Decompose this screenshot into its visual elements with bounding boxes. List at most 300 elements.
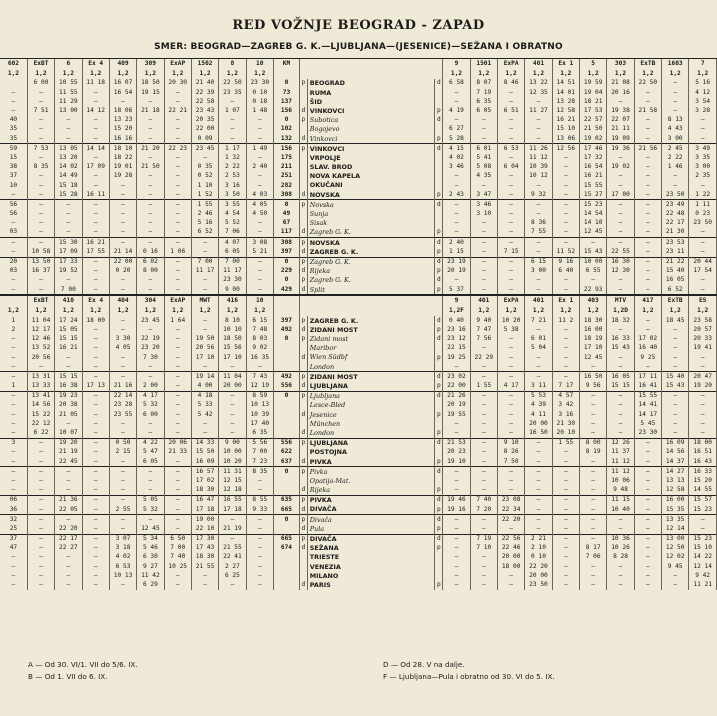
return-time: — — [689, 401, 717, 410]
return-time: — — [525, 477, 552, 486]
return-time: 15 43 — [580, 247, 607, 257]
direction-mark: d — [299, 107, 307, 116]
return-time: — — [497, 571, 524, 580]
return-time: 22 46 — [497, 544, 524, 553]
return-time: — — [634, 247, 661, 257]
return-time: — — [552, 228, 579, 238]
return-time: 17 32 — [580, 154, 607, 163]
return-time: — — [580, 419, 607, 428]
return-time: 9 42 — [689, 571, 717, 580]
return-time: — — [552, 190, 579, 200]
return-time: 22 55 — [607, 247, 634, 257]
departure-time: 22 17 — [55, 534, 82, 544]
return-time: — — [470, 553, 497, 562]
departure-time: 9 00 — [219, 285, 246, 295]
departure-time: — — [82, 88, 109, 97]
direction-mark — [299, 88, 307, 97]
train-class: 1,2 — [82, 306, 109, 316]
return-time: — — [497, 410, 524, 419]
return-time: 4 17 — [497, 382, 524, 392]
direction-mark: d — [435, 116, 443, 125]
departure-time: — — [27, 524, 54, 534]
return-time: — — [662, 362, 689, 372]
departure-time: — — [82, 457, 109, 467]
train-number: 416 — [219, 295, 246, 306]
return-time: — — [552, 524, 579, 534]
return-time: 11 21 — [689, 581, 717, 590]
return-time: — — [634, 88, 661, 97]
timetable-row — [0, 200, 717, 210]
return-time: 10 12 — [525, 172, 552, 181]
departure-time: — — [137, 285, 164, 295]
return-time: 18 32 — [607, 316, 634, 325]
km-value: 0 — [273, 79, 299, 88]
direction-mark — [299, 344, 307, 353]
km-value: 156 — [273, 107, 299, 116]
return-time: 12 50 — [662, 544, 689, 553]
departure-time: 17 18 — [219, 505, 246, 515]
departure-time: — — [164, 382, 191, 392]
train-number-row — [0, 59, 717, 69]
return-time: 1 46 — [662, 163, 689, 172]
departure-time: 8 35 — [27, 163, 54, 172]
return-time: 3 47 — [470, 190, 497, 200]
departure-time: 9 33 — [246, 505, 273, 515]
departure-time: 10 00 — [219, 448, 246, 457]
departure-time: 15 28 — [55, 190, 82, 200]
return-time: 11 27 — [525, 107, 552, 116]
departure-time: 38 — [0, 163, 27, 172]
return-time: — — [443, 181, 470, 190]
direction-mark: d — [299, 410, 307, 419]
return-time: — — [497, 581, 524, 590]
return-time: — — [470, 571, 497, 580]
return-time: — — [634, 581, 661, 590]
departure-time: — — [109, 429, 136, 439]
departure-time: 12 19 — [246, 382, 273, 392]
train-class: 1,2 — [470, 306, 497, 316]
departure-time: 4 18 — [191, 391, 218, 401]
departure-time: 6 00 — [27, 79, 54, 88]
departure-time: 8 59 — [246, 391, 273, 401]
return-time: — — [525, 116, 552, 125]
return-time: — — [552, 219, 579, 228]
departure-time: 56 — [0, 210, 27, 219]
departure-time: 21 40 — [191, 79, 218, 88]
departure-time: — — [82, 553, 109, 562]
return-time: 9 56 — [580, 382, 607, 392]
train-class: 1,2 — [164, 306, 191, 316]
return-time: 12 45 — [580, 228, 607, 238]
departure-time: — — [27, 285, 54, 295]
footnotes — [0, 654, 717, 714]
km-value — [273, 353, 299, 362]
return-time: — — [497, 134, 524, 144]
departure-time: — — [82, 410, 109, 419]
return-time: — — [662, 181, 689, 190]
station-name: Rijeka — [307, 267, 435, 276]
return-time: — — [497, 477, 524, 486]
direction-mark: p — [435, 285, 443, 295]
return-time: — — [552, 335, 579, 344]
return-time: — — [443, 571, 470, 580]
departure-time: — — [164, 190, 191, 200]
departure-time: — — [55, 125, 82, 134]
return-time: — — [525, 210, 552, 219]
train-class: 1,2 — [55, 69, 82, 79]
departure-time: 8 35 — [246, 467, 273, 477]
return-time: — — [497, 419, 524, 428]
return-time: — — [607, 419, 634, 428]
return-time: — — [689, 515, 717, 525]
return-time: 13 28 — [552, 97, 579, 106]
departure-time: 17 33 — [55, 257, 82, 267]
train-class: 1,2 — [109, 69, 136, 79]
departure-time: 10 13 — [109, 571, 136, 580]
departure-time: 06 — [0, 495, 27, 505]
direction-mark: d — [435, 316, 443, 325]
km-value: 67 — [273, 219, 299, 228]
departure-time: — — [137, 210, 164, 219]
train-class: 1,2 — [219, 69, 246, 79]
departure-time: — — [164, 219, 191, 228]
train-class: 1,2 — [27, 306, 54, 316]
departure-time: — — [246, 553, 273, 562]
departure-time: 11 31 — [219, 467, 246, 477]
return-time: — — [689, 419, 717, 428]
return-time: 4 43 — [662, 125, 689, 134]
return-time: 16 41 — [634, 382, 661, 392]
return-time: 13 22 — [525, 79, 552, 88]
station-name: Divača — [307, 515, 435, 525]
direction-mark: p — [435, 410, 443, 419]
departure-time: — — [246, 228, 273, 238]
departure-time: 17 40 — [246, 419, 273, 428]
return-time: — — [552, 200, 579, 210]
return-time: 16 00 — [580, 326, 607, 335]
direction-mark: d — [299, 134, 307, 144]
departure-time: — — [246, 154, 273, 163]
return-time: — — [689, 116, 717, 125]
departure-time: — — [164, 401, 191, 410]
return-time: — — [470, 457, 497, 467]
train-number: 410 — [55, 295, 82, 306]
direction-mark — [435, 419, 443, 428]
timetable-row — [0, 144, 717, 154]
direction-mark — [435, 88, 443, 97]
return-time: — — [580, 467, 607, 477]
return-time: — — [662, 419, 689, 428]
departure-time: — — [246, 562, 273, 571]
departure-time: — — [27, 457, 54, 467]
return-time: — — [634, 553, 661, 562]
departure-time — [0, 79, 27, 88]
return-time: 23 16 — [443, 326, 470, 335]
station-name: ŠID — [307, 97, 435, 106]
return-time: — — [443, 210, 470, 219]
departure-time: 1 17 — [219, 144, 246, 154]
train-number: ExBT — [27, 295, 54, 306]
return-time: — — [497, 391, 524, 401]
departure-time: 8 10 — [219, 316, 246, 325]
direction-mark: p — [299, 276, 307, 285]
departure-time: 17 09 — [55, 247, 82, 257]
direction-mark — [435, 401, 443, 410]
departure-time: — — [137, 515, 164, 525]
return-time: 15 40 — [662, 372, 689, 382]
km-header — [273, 306, 299, 316]
departure-time: 12 18 — [219, 486, 246, 496]
departure-time: 23 35 — [219, 88, 246, 97]
return-time: — — [689, 429, 717, 439]
return-time: 4 02 — [443, 154, 470, 163]
return-time: — — [443, 477, 470, 486]
timetable-row — [0, 457, 717, 467]
direction-mark — [435, 362, 443, 372]
train-class: 1,2F — [443, 306, 470, 316]
return-time: — — [580, 534, 607, 544]
direction-mark: d — [299, 581, 307, 590]
return-time: — — [525, 505, 552, 515]
return-time: — — [443, 467, 470, 477]
return-time: 20 23 — [443, 448, 470, 457]
station-name: VINKOVCI — [307, 144, 435, 154]
departure-time: — — [137, 134, 164, 144]
return-time: 5 41 — [470, 154, 497, 163]
train-number: 9 — [443, 295, 470, 306]
return-time: 6 53 — [497, 144, 524, 154]
return-time: — — [552, 581, 579, 590]
km-value: 0 — [273, 200, 299, 210]
direction-mark: d — [435, 438, 443, 448]
km-value: 674 — [273, 544, 299, 553]
departure-time: 37 — [0, 172, 27, 181]
departure-time: 22 20 — [55, 524, 82, 534]
return-time: 5 04 — [525, 344, 552, 353]
departure-time: 16 57 — [191, 467, 218, 477]
departure-time: 0 52 — [191, 172, 218, 181]
return-time: 21 56 — [634, 144, 661, 154]
departure-time: — — [27, 116, 54, 125]
return-time: 10 26 — [607, 544, 634, 553]
return-time: 3 54 — [689, 97, 717, 106]
train-number: Ex 1 — [552, 59, 579, 69]
departure-time: 19 15 — [137, 88, 164, 97]
return-time: — — [470, 448, 497, 457]
return-time: — — [607, 515, 634, 525]
return-time: — — [689, 238, 717, 248]
return-time: 3 10 — [470, 210, 497, 219]
station-name: Bogojevo — [307, 125, 435, 134]
return-time: — — [634, 276, 661, 285]
departure-time: — — [27, 495, 54, 505]
departure-time: — — [0, 190, 27, 200]
timetable-body — [0, 59, 717, 590]
departure-time: — — [82, 495, 109, 505]
return-time: — — [580, 276, 607, 285]
return-time: — — [497, 429, 524, 439]
train-number: 304 — [137, 295, 164, 306]
departure-time: 22 23 — [164, 144, 191, 154]
departure-time: — — [55, 467, 82, 477]
return-time: 6 01 — [525, 335, 552, 344]
train-class: 1,2 — [470, 69, 497, 79]
direction-mark — [435, 477, 443, 486]
departure-time: 21 20 — [137, 144, 164, 154]
direction-mark — [435, 210, 443, 219]
train-class: 1,2 — [580, 306, 607, 316]
train-number: Ex 1 — [552, 295, 579, 306]
departure-time: — — [164, 200, 191, 210]
departure-time: 19 00 — [191, 515, 218, 525]
direction-mark — [435, 448, 443, 457]
km-value: 308 — [273, 238, 299, 248]
km-value: 229 — [273, 267, 299, 276]
return-time: 11 52 — [552, 247, 579, 257]
departure-time: — — [82, 401, 109, 410]
direction-mark — [435, 571, 443, 580]
return-time: 5 53 — [525, 391, 552, 401]
return-time: — — [497, 116, 524, 125]
departure-time: — — [109, 97, 136, 106]
departure-time: — — [109, 190, 136, 200]
return-time: 8 17 — [580, 544, 607, 553]
return-time: — — [634, 228, 661, 238]
direction-mark — [435, 344, 443, 353]
departure-time: — — [137, 190, 164, 200]
train-class: 1,2 — [689, 69, 717, 79]
return-time: — — [552, 448, 579, 457]
station-name: SEŽANA — [307, 544, 435, 553]
departure-time: 22 27 — [55, 544, 82, 553]
km-value: 137 — [273, 97, 299, 106]
return-time: 11 37 — [607, 448, 634, 457]
departure-time: — — [137, 172, 164, 181]
km-value: 429 — [273, 285, 299, 295]
return-time: — — [552, 285, 579, 295]
return-time: 12 14 — [662, 524, 689, 534]
departure-time: 16 38 — [55, 382, 82, 392]
departure-time: — — [137, 181, 164, 190]
return-time: — — [662, 335, 689, 344]
departure-time: 17 09 — [82, 163, 109, 172]
train-number: 602 — [0, 59, 27, 69]
return-time: 11 12 — [525, 154, 552, 163]
station-name: ZIDANI MOST — [307, 372, 435, 382]
footnote-b: B — Od 1. VII do 6. IX. — [28, 672, 108, 681]
return-time: — — [607, 228, 634, 238]
departure-time: — — [82, 505, 109, 515]
train-class: 1,2 — [580, 69, 607, 79]
departure-time: — — [27, 477, 54, 486]
departure-time: — — [164, 486, 191, 496]
return-time: — — [497, 181, 524, 190]
departure-time: 4 05 — [246, 200, 273, 210]
return-time: — — [662, 172, 689, 181]
departure-time: 6 52 — [191, 228, 218, 238]
return-time: 7 19 — [470, 534, 497, 544]
timetable-row — [0, 88, 717, 97]
departure-time: 22 39 — [191, 88, 218, 97]
return-time: — — [497, 257, 524, 267]
direction-mark — [435, 163, 443, 172]
departure-time: — — [164, 154, 191, 163]
return-time: 16 05 — [662, 276, 689, 285]
departure-time: — — [27, 97, 54, 106]
timetable-row — [0, 163, 717, 172]
return-time: — — [525, 438, 552, 448]
return-time: 3 46 — [443, 163, 470, 172]
return-time: 23 11 — [662, 247, 689, 257]
departure-time: 4 17 — [137, 391, 164, 401]
return-time: — — [497, 372, 524, 382]
return-time: — — [470, 515, 497, 525]
departure-time: — — [55, 571, 82, 580]
km-value: 117 — [273, 228, 299, 238]
train-class: 1,2 — [662, 69, 689, 79]
return-time: 22 29 — [470, 353, 497, 362]
timetable-row — [0, 524, 717, 534]
timetable-row — [0, 326, 717, 335]
departure-time: 6 02 — [137, 257, 164, 267]
return-time: — — [580, 401, 607, 410]
departure-time: 22 21 — [164, 107, 191, 116]
return-time: — — [607, 181, 634, 190]
departure-time: 37 — [0, 534, 27, 544]
return-time: — — [552, 238, 579, 248]
departure-time: 0 20 — [109, 267, 136, 276]
return-time: — — [580, 581, 607, 590]
return-time: — — [470, 362, 497, 372]
timetable-row — [0, 429, 717, 439]
station-name: BEOGRAD — [307, 79, 435, 88]
return-time: — — [607, 401, 634, 410]
km-value: 73 — [273, 88, 299, 97]
departure-time: 12 15 — [219, 477, 246, 486]
return-time: 2 21 — [525, 534, 552, 544]
return-time: — — [689, 134, 717, 144]
return-time: — — [470, 247, 497, 257]
departure-time: — — [0, 335, 27, 344]
km-value: 0 — [273, 467, 299, 477]
departure-time: — — [137, 116, 164, 125]
return-time: 10 20 — [497, 316, 524, 325]
return-time: — — [689, 362, 717, 372]
departure-time: — — [0, 571, 27, 580]
return-time: 15 40 — [662, 267, 689, 276]
return-time: 5 28 — [443, 134, 470, 144]
return-time: — — [634, 477, 661, 486]
departure-time: 17 02 — [191, 477, 218, 486]
departure-time: — — [246, 257, 273, 267]
departure-time: — — [137, 486, 164, 496]
return-time: — — [662, 391, 689, 401]
train-number: 309 — [137, 59, 164, 69]
direction-mark — [299, 477, 307, 486]
return-time: 5 08 — [470, 163, 497, 172]
departure-time: — — [164, 238, 191, 248]
departure-time: 13 00 — [55, 107, 82, 116]
train-number: 8 — [219, 59, 246, 69]
return-time: 7 56 — [470, 335, 497, 344]
return-time: 8 00 — [580, 438, 607, 448]
departure-time: 17 43 — [191, 544, 218, 553]
departure-time: 6 50 — [164, 534, 191, 544]
return-time: — — [607, 276, 634, 285]
departure-time: — — [164, 571, 191, 580]
return-time: — — [662, 88, 689, 97]
return-time: 22 34 — [497, 505, 524, 515]
